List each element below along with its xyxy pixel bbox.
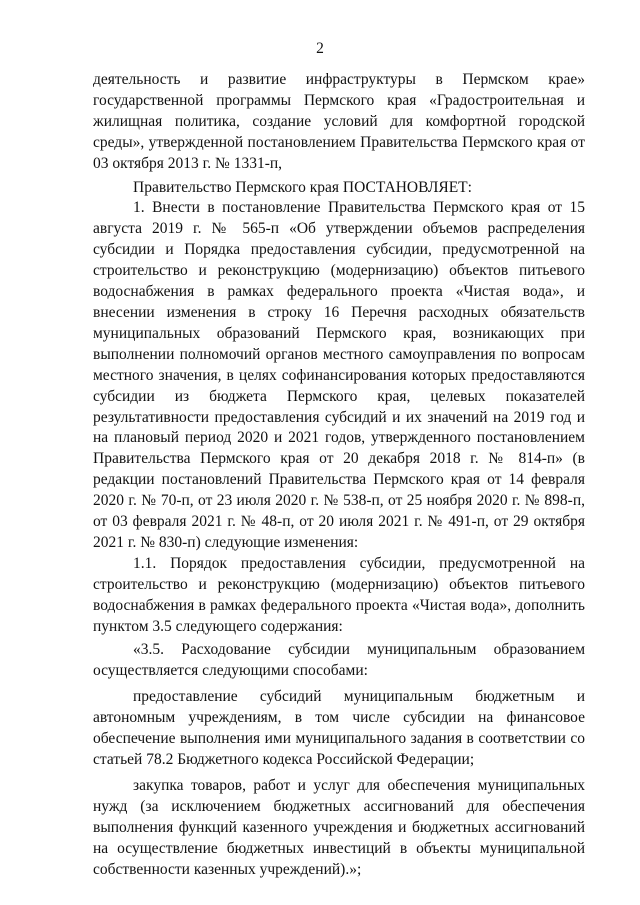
paragraph-procurement: закупка товаров, работ и услуг для обеспечения муниципальных нужд (за исключением бюджетных ассигнований для обеспечения выполнения функций казенного учреждения и бюджетных ассигнований на осуществление бюджетных инвестиций в объекты муниципальной собственности казенных учреждений).»; — [93, 776, 585, 878]
paragraph-resolution: Правительство Пермского края ПОСТАНОВЛЯЕТ: — [133, 178, 472, 196]
paragraph-subsidy-provision: предоставление субсидий муниципальным бюджетным и автономным учреждениям, в том числе субсидии на финансовое обеспечение выполнения ими муниципального задания в соответствии со статьей 78.2 Бюджетного кодекса Российской Федерации; — [93, 688, 585, 768]
paragraph-item-1: 1. Внести в постановление Правительства Пермского края от 15 августа 2019 г. № 565-п «Об утверждении объемов распределения субсидии и Порядка предоставления субсидии, предусмотренной на строительство и реконструкцию (модернизацию) объектов питьевого водоснабжения в рамках федерального проекта «Чистая вода», и внесении изменения в строку 16 Перечня расходных обязательств муниципальных образований Пермского края, возникающих при выполнении полномочий органов местного самоуправления по вопросам местного значения, в целях софинансирования которых предоставляются субсидии из бюджета Пермского края, целевых показателей результативности предоставления субсидий и их значений на 2019 год и на плановый период 2020 и 2021 годов, утвержденного постановлением Правительства Пермского края от 20 декабря 2018 г. № 814-п» (в редакции постановлений Правительства Пермского края от 14 февраля 2020 г. № 70-п, от 23 июля 2020 г. № 538-п, от 25 ноября 2020 г. № 898-п, от 03 февраля 2021 г. № 48-п, от 20 июля 2021 г. № 491-п, от 29 октября 2021 г. № 830-п) следующие изменения: — [93, 199, 585, 551]
paragraph-item-3-5: «3.5. Расходование субсидии муниципальным образованием осуществляется следующими способами: — [93, 641, 585, 680]
paragraph-item-1-1: 1.1. Порядок предоставления субсидии, предусмотренной на строительство и реконструкцию (модернизацию) объектов питьевого водоснабжения в рамках федерального проекта «Чистая вода», дополнить пунктом 3.5 следующего содержания: — [93, 554, 585, 635]
page-number: 2 — [316, 40, 324, 57]
document-body — [93, 70, 585, 880]
paragraph-preamble-end: деятельность и развитие инфраструктуры в Пермском крае» государственной программы Пермского края «Градостроительная и жилищная политика, создание условий для комфортной городской среды», утвержденной постановлением Правительства Пермского края от 03 октября 2013 г. № 1331-п, — [93, 71, 585, 172]
